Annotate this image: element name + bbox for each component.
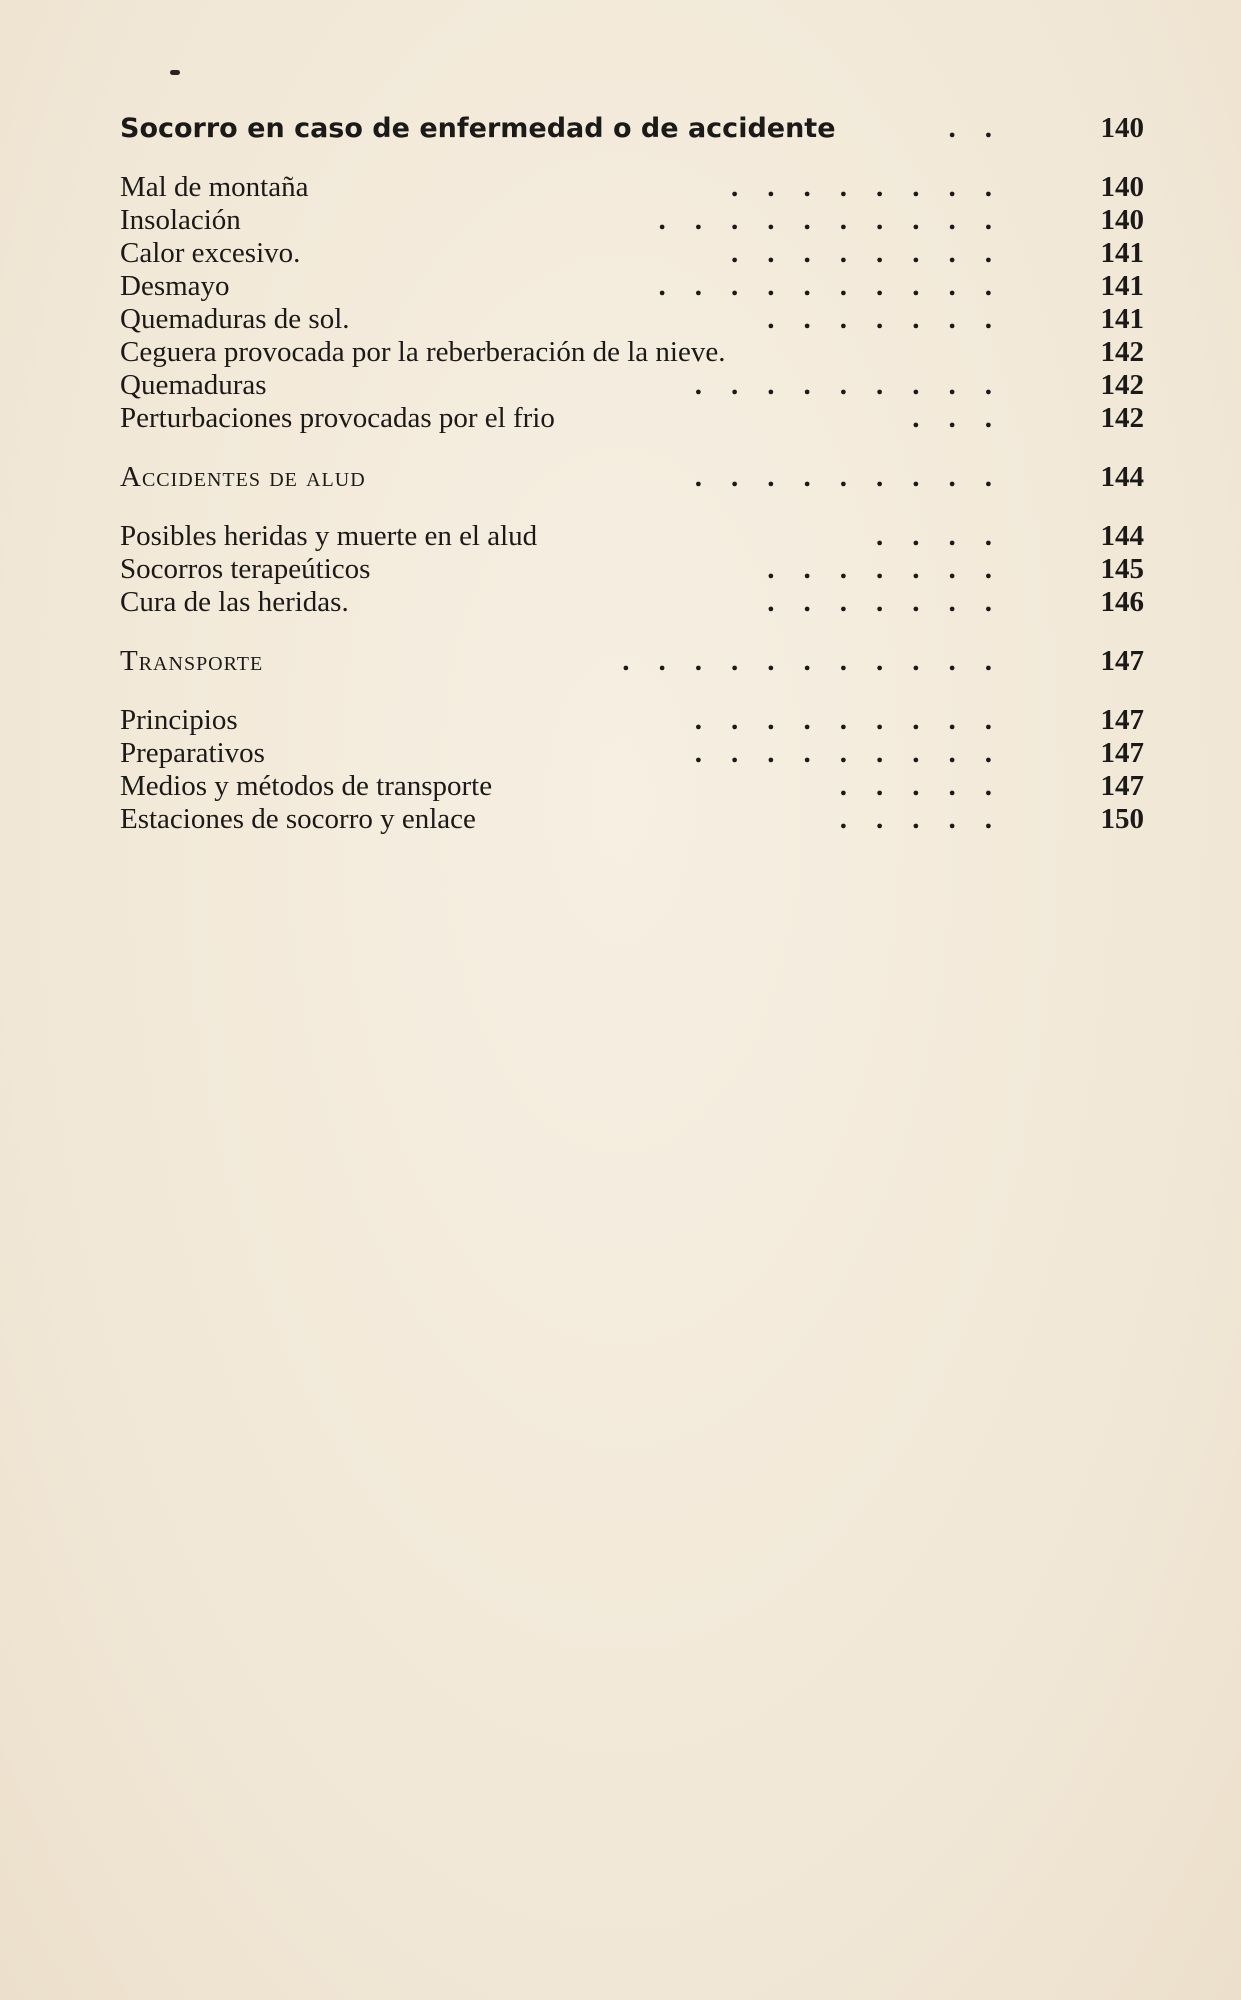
toc-entry-page: 140	[1100, 112, 1144, 144]
toc-entry-page: 147	[1100, 704, 1144, 736]
toc-entry-title: Transporte	[120, 645, 264, 677]
toc-entry-page: 147	[1100, 645, 1144, 677]
toc-group-1	[120, 171, 1144, 435]
dot-leader: . . . . . . . .	[731, 237, 992, 269]
dot-leader: . . . . . . .	[767, 553, 992, 585]
dot-leader: . . . . .	[839, 803, 992, 835]
toc-entry-title: Cura de las heridas.	[120, 586, 349, 618]
toc-entry-page: 142	[1100, 369, 1144, 401]
dot-leader: . . . .	[876, 520, 992, 552]
toc-entry	[120, 336, 1144, 369]
toc-entry-title: Ceguera provocada por la reberberación de la nieve.	[120, 336, 726, 368]
ink-speck	[170, 70, 180, 75]
toc-entry-title: Accidentes de alud	[120, 461, 366, 493]
toc-entry-title: Desmayo	[120, 270, 230, 302]
toc-entry	[120, 204, 1144, 237]
toc-entry-title: Preparativos	[120, 737, 265, 769]
toc-entry-page: 141	[1100, 237, 1144, 269]
dot-leader: . . . . . . .	[767, 303, 992, 335]
dot-leader: . . . . . . . . . .	[658, 270, 992, 302]
toc-entry-page: 141	[1100, 270, 1144, 302]
toc-entry-page: 145	[1100, 553, 1144, 585]
toc-entry	[120, 586, 1144, 619]
toc-entry	[120, 402, 1144, 435]
toc-entry-page: 140	[1100, 204, 1144, 236]
toc-entry	[120, 303, 1144, 336]
toc-entry-page: 144	[1100, 461, 1144, 493]
toc-entry-title: Socorros terapeúticos	[120, 553, 371, 585]
toc-entry-title: Estaciones de socorro y enlace	[120, 803, 476, 835]
toc-entry-title: Perturbaciones provocadas por el frio	[120, 402, 555, 434]
toc-entry-title: Medios y métodos de transporte	[120, 770, 493, 802]
toc-entry-title: Principios	[120, 704, 238, 736]
toc-entry	[120, 770, 1144, 803]
toc-entry-title: Quemaduras	[120, 369, 267, 401]
toc-entry-title: Socorro en caso de enfermedad o de accidente	[120, 113, 836, 144]
toc-entry-page: 141	[1100, 303, 1144, 335]
toc-entry-title: Calor excesivo.	[120, 237, 301, 269]
toc-entry	[120, 270, 1144, 303]
toc-entry-page: 146	[1100, 586, 1144, 618]
table-of-contents	[120, 112, 1144, 836]
toc-entry-title: Mal de montaña	[120, 171, 309, 203]
toc-entry	[120, 737, 1144, 770]
toc-entry	[120, 369, 1144, 402]
dot-leader: . . . . . . . . .	[694, 369, 992, 401]
section-heading	[120, 645, 1144, 678]
dot-leader: . . . . . . . . .	[694, 737, 992, 769]
toc-entry	[120, 704, 1144, 737]
section-heading	[120, 461, 1144, 494]
toc-entry-title: Posibles heridas y muerte en el alud	[120, 520, 538, 552]
toc-entry-title: Quemaduras de sol.	[120, 303, 350, 335]
toc-group-3	[120, 704, 1144, 836]
toc-group-2	[120, 520, 1144, 619]
toc-entry-title: Insolación	[120, 204, 241, 236]
toc-entry-page: 142	[1100, 402, 1144, 434]
toc-entry-page: 140	[1100, 171, 1144, 203]
dot-leader: . . .	[912, 402, 992, 434]
dot-leader: . . . . . . . . .	[694, 461, 992, 493]
toc-heading	[120, 112, 1144, 145]
dot-leader: . . . . . . . .	[731, 171, 992, 203]
dot-leader: . . . . . . . . . . .	[622, 645, 992, 677]
toc-entry	[120, 171, 1144, 204]
dot-leader: . . . . . . .	[767, 586, 992, 618]
toc-entry	[120, 553, 1144, 586]
dot-leader: . . . . . . . . .	[694, 704, 992, 736]
toc-entry-page: 150	[1100, 803, 1144, 835]
toc-entry	[120, 237, 1144, 270]
toc-entry	[120, 803, 1144, 836]
dot-leader: . .	[948, 112, 992, 144]
toc-entry	[120, 520, 1144, 553]
dot-leader: . . . . . . . . . .	[658, 204, 992, 236]
toc-entry-page: 147	[1100, 770, 1144, 802]
dot-leader: . . . . .	[839, 770, 992, 802]
toc-entry-page: 142	[1100, 336, 1144, 368]
toc-entry-page: 144	[1100, 520, 1144, 552]
toc-entry-page: 147	[1100, 737, 1144, 769]
